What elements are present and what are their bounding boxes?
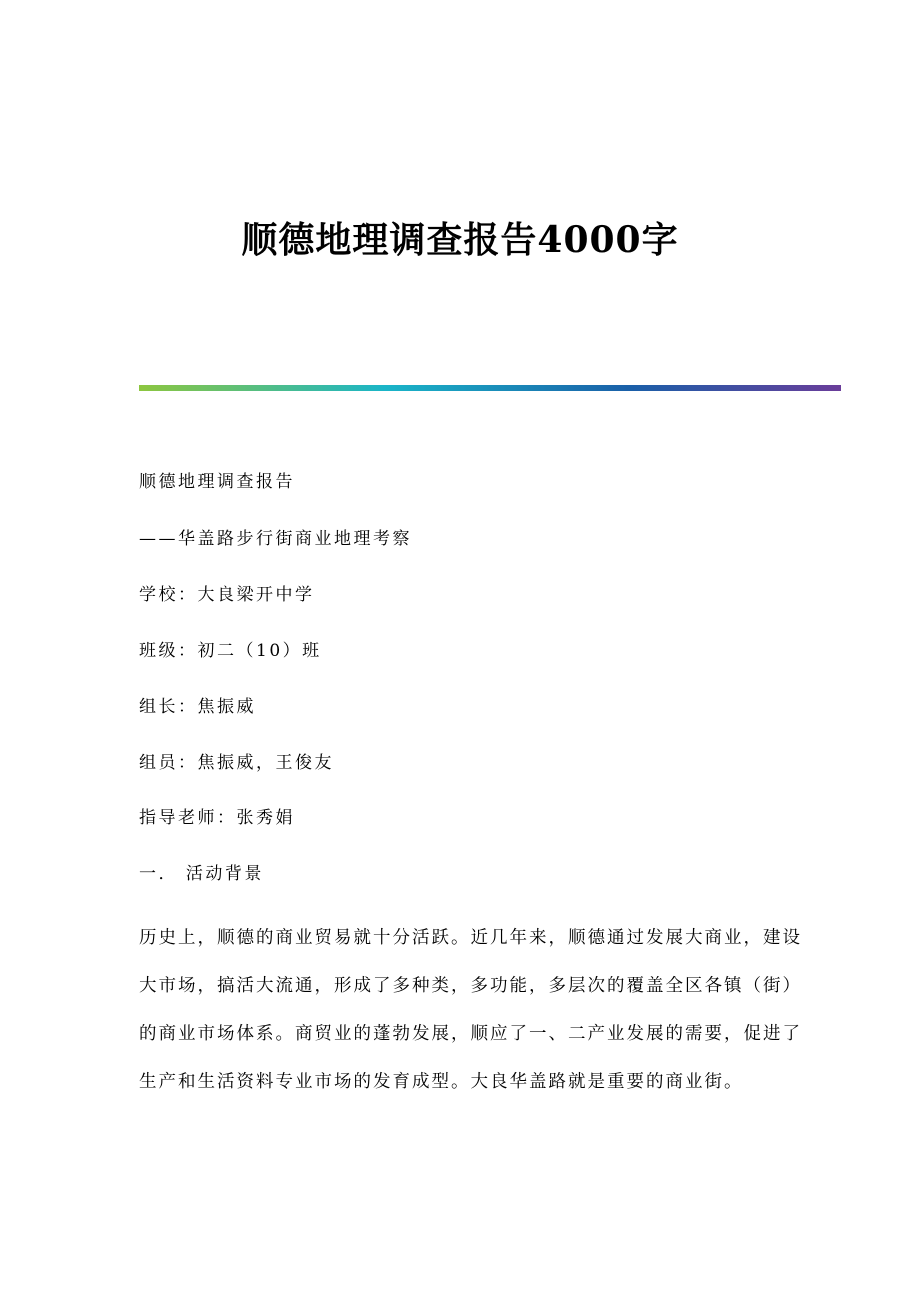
paragraph-line: 的商业市场体系。商贸业的蓬勃发展，顺应了一、二产业发展的需要，促进了 (139, 1024, 802, 1044)
body-paragraph (139, 914, 802, 1106)
advisor-line: 指导老师：张秀娟 (139, 808, 295, 828)
report-topic: ——华盖路步行街商业地理考察 (139, 529, 412, 549)
document-title: 顺德地理调查报告4000字 (241, 219, 679, 261)
paragraph-line: 大市场，搞活大流通，形成了多种类，多功能，多层次的覆盖全区各镇（街） (139, 976, 802, 996)
school-line: 学校：大良梁开中学 (139, 585, 315, 605)
members-line: 组员：焦振威，王俊友 (139, 753, 334, 773)
title-divider (139, 385, 841, 391)
report-subtitle: 顺德地理调查报告 (139, 472, 295, 492)
leader-line: 组长：焦振威 (139, 697, 256, 717)
paragraph-line: 历史上，顺德的商业贸易就十分活跃。近几年来，顺德通过发展大商业，建设 (139, 928, 802, 948)
section-heading: 一． 活动背景 (139, 864, 264, 884)
class-line: 班级：初二（10）班 (139, 641, 322, 661)
paragraph-line: 生产和生活资料专业市场的发育成型。大良华盖路就是重要的商业街。 (139, 1072, 744, 1092)
